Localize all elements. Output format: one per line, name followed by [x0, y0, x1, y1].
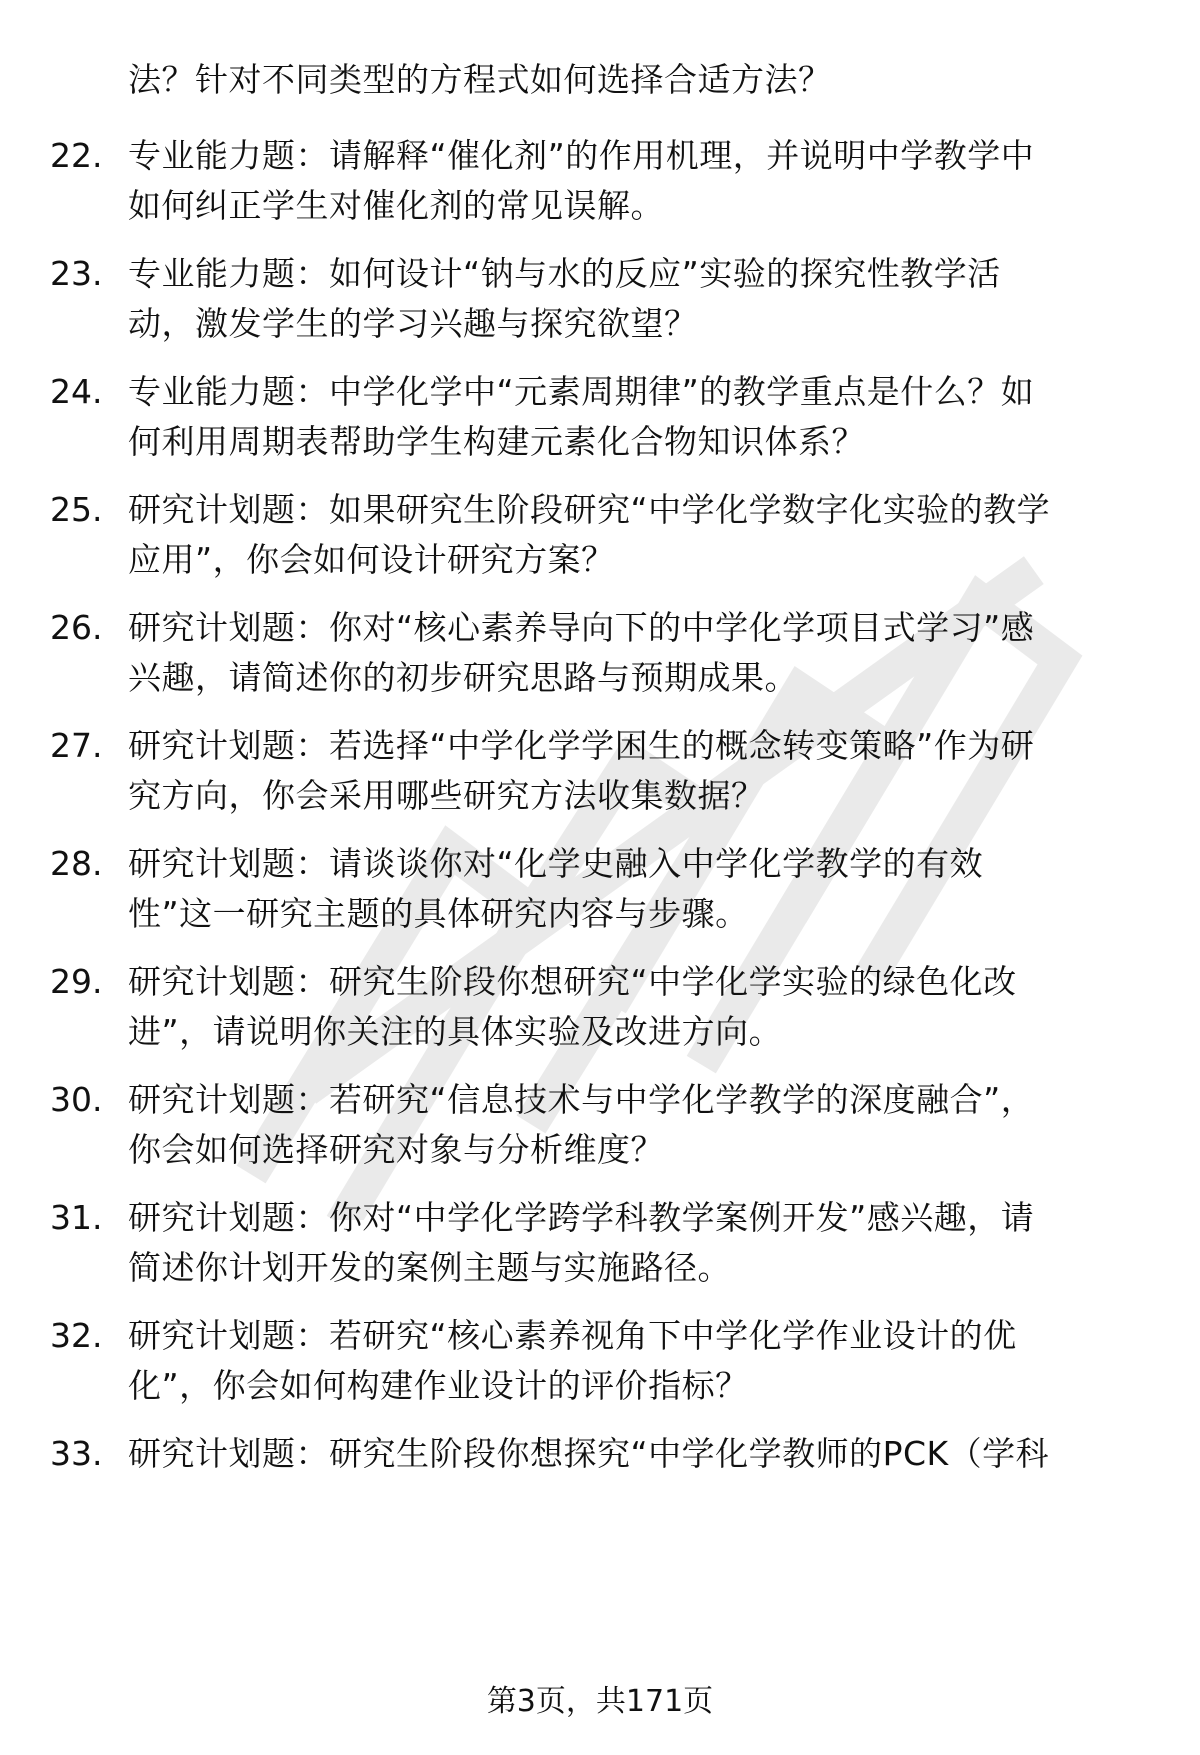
question-text-line: 研究计划题：若选择“中学化学学困生的概念转变策略”作为研 — [128, 726, 1035, 765]
list-item — [0, 603, 1200, 703]
question-text-line: 兴趣，请简述你的初步研究思路与预期成果。 — [128, 658, 798, 697]
question-text-line: 研究计划题：研究生阶段你想探究“中学化学教师的PCK（学科 — [128, 1434, 1050, 1473]
question-text-line: 专业能力题：中学化学中“元素周期律”的教学重点是什么？如 — [128, 372, 1035, 411]
question-text-line: 应用”，你会如何设计研究方案？ — [128, 540, 615, 579]
question-number: 25. — [50, 490, 103, 529]
question-text-line: 研究计划题：你对“中学化学跨学科教学案例开发”感兴趣，请 — [128, 1198, 1035, 1237]
question-text-line: 研究计划题：研究生阶段你想研究“中学化学实验的绿色化改 — [128, 962, 1017, 1001]
question-number: 22. — [50, 136, 103, 175]
list-item — [0, 839, 1200, 939]
page-footer: 第3页，共171页 — [486, 1684, 714, 1719]
question-number: 24. — [50, 372, 103, 411]
list-item — [0, 131, 1200, 231]
question-text-line: 动，激发学生的学习兴趣与探究欲望？ — [128, 304, 698, 343]
list-item — [0, 1311, 1200, 1411]
question-number: 29. — [50, 962, 103, 1001]
question-text-line: 何利用周期表帮助学生构建元素化合物知识体系？ — [128, 422, 865, 461]
question-text-line: 研究计划题：请谈谈你对“化学史融入中学化学教学的有效 — [128, 844, 984, 883]
question-text-line: 研究计划题：若研究“核心素养视角下中学化学作业设计的优 — [128, 1316, 1017, 1355]
question-text-line: 性”这一研究主题的具体研究内容与步骤。 — [128, 894, 749, 933]
question-text-line: 研究计划题：若研究“信息技术与中学化学教学的深度融合”， — [128, 1080, 1035, 1119]
question-number: 30. — [50, 1080, 103, 1119]
question-number: 28. — [50, 844, 103, 883]
list-item — [0, 249, 1200, 349]
question-number: 26. — [50, 608, 103, 647]
question-text-line: 研究计划题：你对“核心素养导向下的中学化学项目式学习”感 — [128, 608, 1035, 647]
question-text-line: 专业能力题：如何设计“钠与水的反应”实验的探究性教学活 — [128, 254, 1001, 293]
list-item — [0, 1193, 1200, 1293]
list-item — [0, 367, 1200, 467]
question-text-line: 专业能力题：请解释“催化剂”的作用机理，并说明中学教学中 — [128, 136, 1035, 175]
list-item — [0, 721, 1200, 821]
continuation-line: 法？针对不同类型的方程式如何选择合适方法？ — [128, 60, 832, 99]
question-number: 33. — [50, 1434, 103, 1473]
question-text-line: 你会如何选择研究对象与分析维度？ — [128, 1130, 664, 1169]
question-number: 31. — [50, 1198, 103, 1237]
question-text-line: 如何纠正学生对催化剂的常见误解。 — [128, 186, 664, 225]
list-item — [0, 485, 1200, 585]
list-item — [0, 1075, 1200, 1175]
question-text-line: 进”，请说明你关注的具体实验及改进方向。 — [128, 1012, 783, 1051]
question-number: 23. — [50, 254, 103, 293]
question-text-line: 简述你计划开发的案例主题与实施路径。 — [128, 1248, 731, 1287]
question-text-line: 化”，你会如何构建作业设计的评价指标？ — [128, 1366, 749, 1405]
question-text-line: 究方向，你会采用哪些研究方法收集数据？ — [128, 776, 765, 815]
question-text-line: 研究计划题：如果研究生阶段研究“中学化学数字化实验的教学 — [128, 490, 1051, 529]
list-item — [0, 957, 1200, 1057]
question-number: 27. — [50, 726, 103, 765]
question-number: 32. — [50, 1316, 103, 1355]
list-item — [0, 1429, 1200, 1529]
